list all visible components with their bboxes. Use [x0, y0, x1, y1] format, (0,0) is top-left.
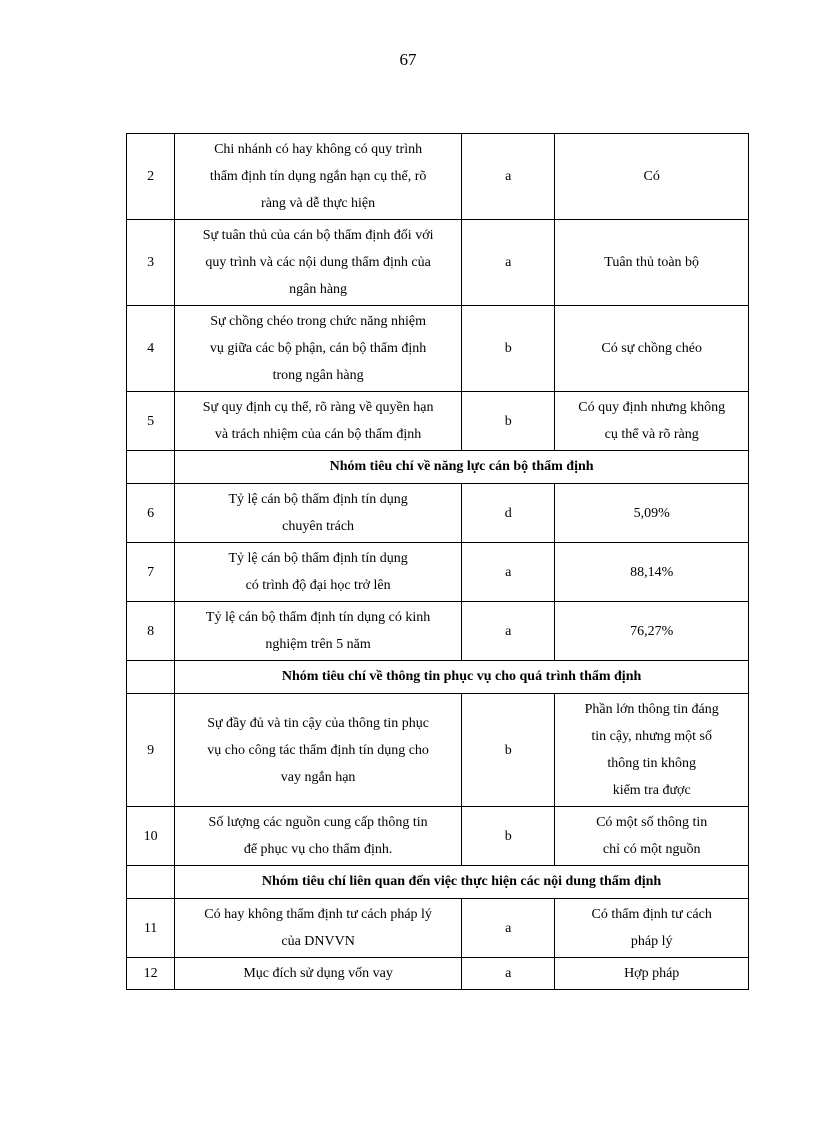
level-cell: b [462, 306, 555, 392]
criteria-table-body [127, 134, 749, 990]
result-cell [555, 306, 749, 392]
criterion-line: Tỷ lệ cán bộ thẩm định tín dụng có kinh [205, 610, 431, 625]
criterion-line: vụ cho công tác thẩm định tín dụng cho [207, 742, 429, 758]
criterion-line: Sự tuân thủ của cán bộ thẩm định đối với [202, 228, 434, 243]
table-row [127, 392, 749, 451]
level-cell: b [462, 694, 555, 807]
criterion-line: chuyên trách [282, 519, 355, 534]
criterion-line: Sự đầy đủ và tin cậy của thông tin phục [207, 715, 430, 731]
row-number: 7 [127, 543, 175, 602]
table-row [127, 306, 749, 392]
row-number: 2 [127, 134, 175, 220]
row-number: 4 [127, 306, 175, 392]
result-line: Có một số thông tin [596, 815, 708, 830]
table-row [127, 543, 749, 602]
criterion-cell [175, 484, 462, 543]
result-cell [555, 958, 749, 990]
result-line: Phần lớn thông tin đáng [584, 702, 719, 717]
row-number: 12 [127, 958, 175, 990]
criterion-cell [175, 602, 462, 661]
criterion-line: Chi nhánh có hay không có quy trình [214, 142, 423, 157]
table-row [127, 602, 749, 661]
table-row [127, 807, 749, 866]
result-cell [555, 484, 749, 543]
criterion-line: vụ giữa các bộ phận, cán bộ thẩm định [209, 341, 427, 356]
page-number: 67 [399, 50, 417, 69]
row-number: 8 [127, 602, 175, 661]
group-title: Nhóm tiêu chí về thông tin phục vụ cho quá trình thẩm định [175, 661, 749, 694]
group-header-row [127, 451, 749, 484]
row-number: 5 [127, 392, 175, 451]
criteria-table [126, 133, 749, 990]
result-line: Có [643, 169, 660, 184]
level-cell: b [462, 392, 555, 451]
criterion-line: nghiệm trên 5 năm [265, 637, 371, 652]
result-line: Tuân thủ toàn bộ [604, 255, 700, 270]
result-line: kiểm tra được [612, 783, 691, 798]
level-cell: a [462, 602, 555, 661]
table-row [127, 958, 749, 990]
group-empty-cell [127, 661, 175, 694]
level-cell: a [462, 220, 555, 306]
table-row [127, 694, 749, 807]
criterion-line: thẩm định tín dụng ngắn hạn cụ thể, rõ [209, 169, 427, 184]
result-line: 76,27% [630, 623, 674, 639]
result-line: pháp lý [630, 934, 673, 949]
level-cell: d [462, 484, 555, 543]
criterion-line: Tỷ lệ cán bộ thẩm định tín dụng [228, 551, 408, 566]
row-number: 3 [127, 220, 175, 306]
criterion-cell [175, 220, 462, 306]
criterion-line: quy trình và các nội dung thẩm định của [205, 255, 431, 270]
result-cell [555, 602, 749, 661]
criterion-line: ngân hàng [289, 282, 348, 297]
criterion-line: ràng và dễ thực hiện [261, 196, 376, 211]
result-cell [555, 220, 749, 306]
criterion-cell [175, 392, 462, 451]
table-row [127, 899, 749, 958]
result-line: chỉ có một nguồn [602, 842, 701, 857]
group-empty-cell [127, 866, 175, 899]
result-line: Hợp pháp [624, 966, 680, 981]
result-line: 88,14% [630, 564, 674, 580]
row-number: 6 [127, 484, 175, 543]
row-number: 9 [127, 694, 175, 807]
criterion-cell [175, 807, 462, 866]
level-cell: a [462, 543, 555, 602]
level-cell: a [462, 958, 555, 990]
table-row [127, 484, 749, 543]
result-cell [555, 899, 749, 958]
criterion-line: để phục vụ cho thẩm định. [243, 842, 393, 857]
criterion-cell [175, 134, 462, 220]
result-cell [555, 807, 749, 866]
criterion-line: Sự quy định cụ thể, rõ ràng về quyền hạn [202, 400, 434, 415]
group-title: Nhóm tiêu chí liên quan đến việc thực hiện các nội dung thẩm định [175, 866, 749, 899]
result-line: 5,09% [633, 505, 670, 521]
criterion-line: trong ngân hàng [272, 368, 364, 383]
result-line: Có sự chồng chéo [601, 341, 702, 356]
criterion-cell [175, 899, 462, 958]
result-cell [555, 694, 749, 807]
group-title: Nhóm tiêu chí về năng lực cán bộ thẩm định [175, 451, 749, 484]
criterion-line: Có hay không thẩm định tư cách pháp lý [204, 907, 432, 922]
criterion-cell [175, 306, 462, 392]
criterion-line: Sự chồng chéo trong chức năng nhiệm [210, 314, 426, 329]
result-line: cụ thể và rõ ràng [604, 427, 699, 442]
level-cell: a [462, 899, 555, 958]
criterion-line: của DNVVN [281, 934, 355, 949]
group-empty-cell [127, 451, 175, 484]
result-cell [555, 134, 749, 220]
result-cell [555, 543, 749, 602]
level-cell: b [462, 807, 555, 866]
table-row [127, 134, 749, 220]
criterion-cell [175, 958, 462, 990]
criterion-line: và trách nhiệm của cán bộ thẩm định [214, 427, 422, 442]
criterion-line: Số lượng các nguồn cung cấp thông tin [208, 815, 428, 830]
group-header-row [127, 866, 749, 899]
criterion-line: Tỷ lệ cán bộ thẩm định tín dụng [228, 492, 408, 507]
criterion-line: Mục đích sử dụng vốn vay [243, 966, 393, 981]
criterion-line: có trình độ đại học trở lên [245, 578, 391, 593]
criterion-cell [175, 543, 462, 602]
level-cell: a [462, 134, 555, 220]
result-line: thông tin không [607, 756, 697, 771]
row-number: 10 [127, 807, 175, 866]
result-line: Có thẩm định tư cách [591, 907, 712, 922]
result-line: Có quy định nhưng không [578, 400, 726, 415]
result-line: tin cậy, nhưng một số [591, 729, 712, 744]
criterion-cell [175, 694, 462, 807]
group-header-row [127, 661, 749, 694]
result-cell [555, 392, 749, 451]
table-row [127, 220, 749, 306]
criterion-line: vay ngắn hạn [280, 769, 356, 785]
row-number: 11 [127, 899, 175, 958]
